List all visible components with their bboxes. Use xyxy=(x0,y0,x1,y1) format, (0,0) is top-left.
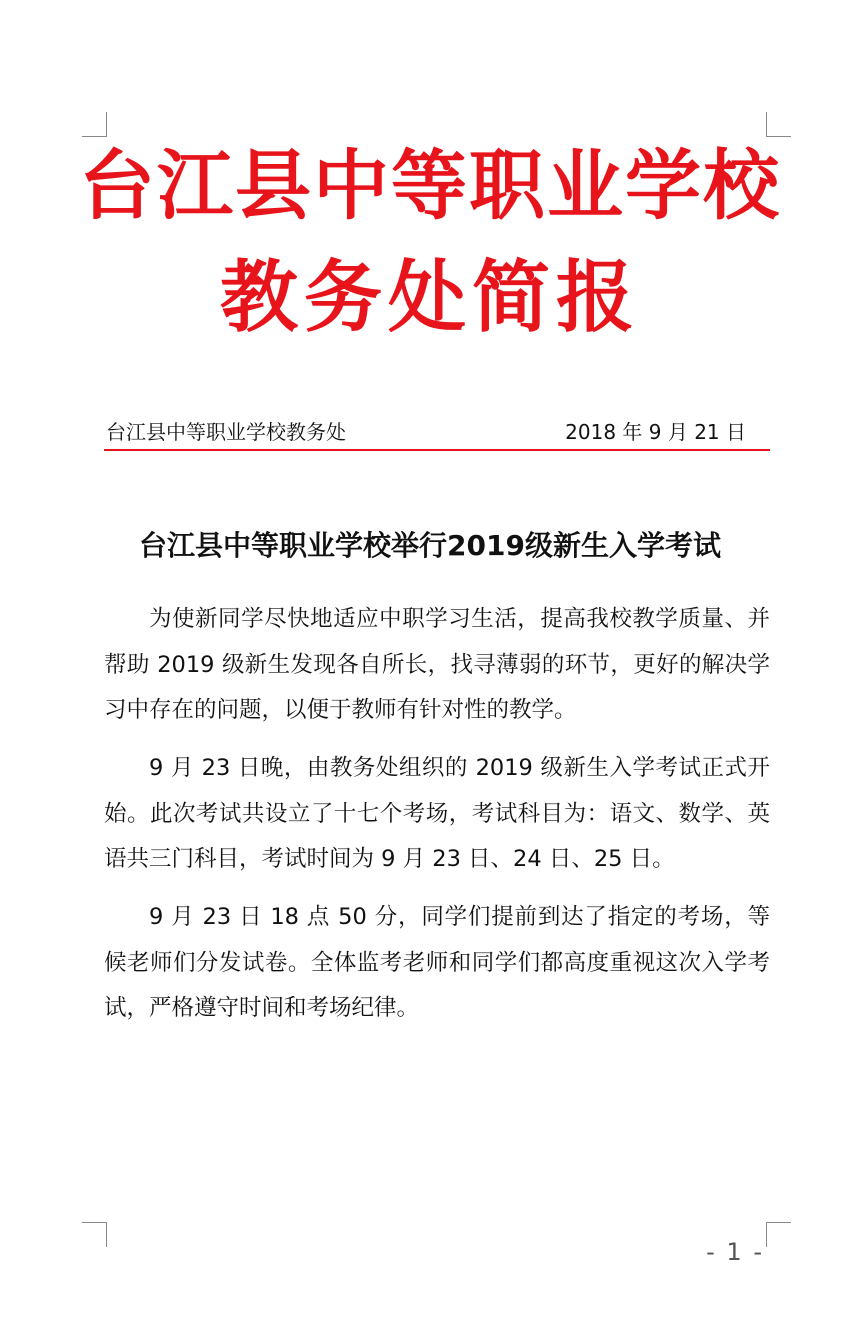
article-title: 台江县中等职业学校举行2019级新生入学考试 xyxy=(139,529,721,562)
issuer-row xyxy=(104,418,768,448)
paragraph: 为使新同学尽快地适应中职学习生活，提高我校教学质量、并帮助 2019 级新生发现各自所长，找寻薄弱的环节，更好的解决学习中存在的问题，以便于教师有针对性的教学。 xyxy=(104,606,770,723)
masthead-bulletin-title: 教务处简报 xyxy=(219,253,640,343)
crop-mark-bottom-left xyxy=(82,1222,107,1247)
header-red-rule xyxy=(104,449,770,451)
paragraph: 9 月 23 日晚，由教务处组织的 2019 级新生入学考试正式开始。此次考试共设立了十七个考场，考试科目为：语文、数学、英语共三门科目，考试时间为 9 月 23 日、24 日、25 日。 xyxy=(104,755,770,872)
crop-mark-top-left xyxy=(82,112,107,137)
article-body xyxy=(104,597,770,1044)
masthead-school-name: 台江县中等职业学校 xyxy=(79,141,781,230)
page-number: - 1 - xyxy=(706,1238,764,1266)
crop-mark-bottom-right xyxy=(766,1222,791,1247)
issuer-organization: 台江县中等职业学校教务处 xyxy=(106,420,346,444)
issue-date: 2018 年 9 月 21 日 xyxy=(565,420,746,444)
paragraph: 9 月 23 日 18 点 50 分，同学们提前到达了指定的考场，等候老师们分发试卷。全体监考老师和同学们都高度重视这次入学考试，严格遵守时间和考场纪律。 xyxy=(104,904,770,1021)
crop-mark-top-right xyxy=(766,112,791,137)
